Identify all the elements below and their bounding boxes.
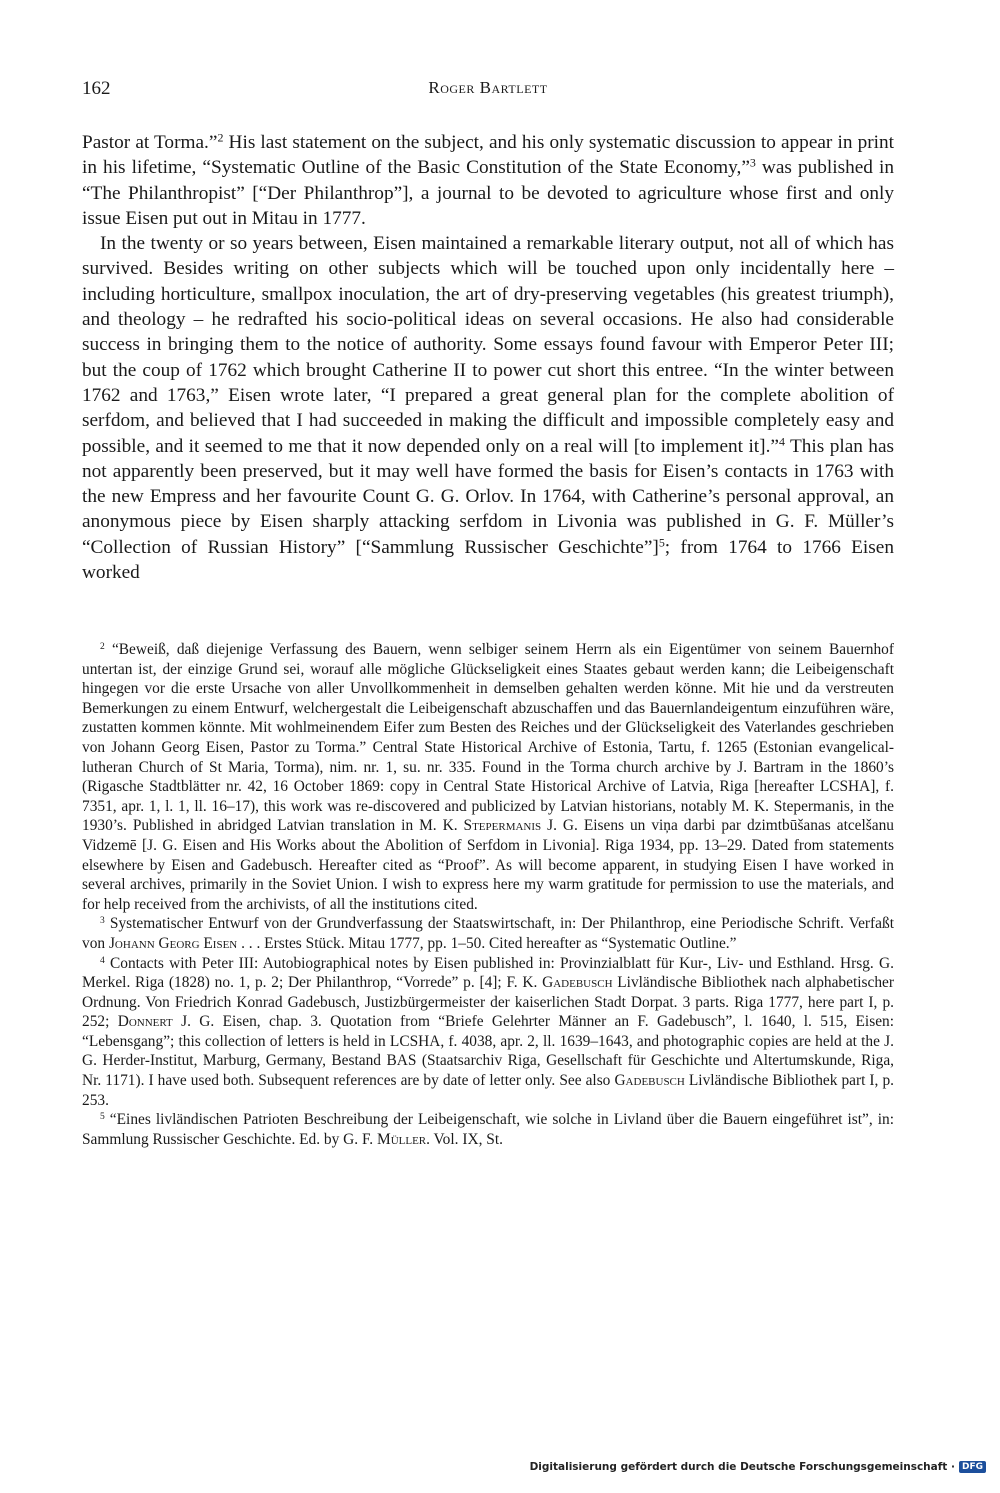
running-title: Roger Bartlett bbox=[428, 78, 548, 97]
credit-text: Digitalisierung gefördert durch die Deutsche Forschungsgemeinschaft · bbox=[529, 1461, 955, 1473]
footnote-3: $^3$ Systematischer Entwurf von der Grundverfassung der Staatswirtschaft, in: Der Philanthrop, eine Periodische Schrift. Verfaßt von Johann Georg Eisen . . . Erstes Stück. Mitau 1777, pp. 1–50. Cited hereafter as “Systematic Outline.” bbox=[82, 915, 894, 952]
footnotes bbox=[82, 640, 894, 1149]
dfg-logo-icon: DFG bbox=[959, 1461, 986, 1473]
dfg-credit bbox=[530, 1459, 986, 1475]
body-text bbox=[82, 130, 894, 585]
footnote-5: $^5$ “Eines livländischen Patrioten Beschreibung der Leibeigenschaft, wie solche in Livland über die Bauern eingeführet ist”, in: Sammlung Russischer Geschichte. Ed. by G. F. Müller. Vol. IX, St. bbox=[82, 1111, 894, 1148]
footnote-ref-2[interactable]: 2 bbox=[217, 130, 224, 145]
footnote-ref-5[interactable]: 5 bbox=[658, 535, 665, 550]
footnote-marker: 4 bbox=[100, 954, 105, 966]
footnote-marker: 3 bbox=[100, 915, 105, 927]
footnote-2: $^2$ “Beweiß, daß diejenige Verfassung des Bauern, wenn selbiger seinem Herrn als ein Eigentümer von seinem Bauernhof untertan ist, der einzige Grund sei, worauf alle mögliche Glückseligkeit eines Staates gebaut werden kann; die Leibeigenschaft hingegen vor die erste Ursache von aller Unvollkommenheit in demselben gehalten werden könne. Mit hie und da verstreuten Bemerkungen zu einem Entwurf, welchergestalt die Leibeigenschaft abzuschaffen und das Bauernlandeigentum einzuführen wäre, zustatten kommen könnte. Mit wohlmeinendem Eifer zum Besten des Reiches und der Glückseligkeit des Vaterlandes geschrieben von Johann Georg Eisen, Pastor zu Torma.” Central State Historical Archive of Estonia, Tartu, f. 1265 (Estonian evangelical-lutheran Church of St Maria, Torma), nim. nr. 1, su. nr. 335. Found in the Torma church archive by J. Bartram in the 1860’s (Rigasche Stadtblätter nr. 42, 16 October 1869: copy in Central State Historical Archive of Latvia, Riga [hereafter LCSHA], f. 7351, apr. 1, l. 1, ll. 16–17), this work was re-discovered and publicized by Latvian historians, notably M. K. Stepermanis, in the 1930’s. Published in abridged Latvian translation in M. K. Stepermanis J. G. Eisens un viņa darbi par dzimtbūšanas atcelšanu Vidzemē [J. G. Eisen and His Works about the Abolition of Serfdom in Livonia]. Riga 1934, pp. 13–29. Dated from statements elsewhere by Eisen and Gadebusch. Hereafter cited as “Proof”. As will become apparent, in studying Eisen I have worked in several archives, primarily in the Soviet Union. I wish to express here my warm gratitude for permission to use the materials, and for help received from the archivists, of all the institutions cited. bbox=[82, 640, 894, 913]
footnote-4: $^4$ Contacts with Peter III: Autobiographical notes by Eisen published in: Provinzialblatt für Kur-, Liv- und Esthland. Hrsg. G. Merkel. Riga (1828) no. 1, p. 2; Der Philanthrop, “Vorrede” p. [4]; F. K. Gadebusch Livländische Bibliothek nach alphabetischer Ordnung. Von Friedrich Konrad Gadebusch, Justizbürgermeister der kaiserlichen Stadt Dorpat. 3 parts. Riga 1777, here part I, p. 252; Donnert J. G. Eisen, chap. 3. Quotation from “Briefe Gelehrter Männer an F. Gadebusch”, l. 1640, l. 515, Eisen: “Lebensgang”; this collection of letters is held in LCSHA, f. 4038, apr. 2, ll. 1639–1643, and photographic copies are held at the J. G. Herder-Institut, Marburg, Germany, Bestand BAS (Staatsarchiv Riga, Gesellschaft für Geschichte und Altertumskunde, Riga, Nr. 1171). I have used both. Subsequent references are by date of letter only. See also Gadebusch Livländische Bibliothek part I, p. 253. bbox=[82, 954, 894, 1109]
footnote-ref-4[interactable]: 4 bbox=[778, 433, 785, 448]
footnote-ref-3[interactable]: 3 bbox=[749, 155, 756, 170]
paragraph-2: In the twenty or so years between, Eisen maintained a remarkable literary output, not all of which has survived. Besides writing on other subjects which will be touched upon only incidentally here – including horticulture, smallpox inoculation, the art of dry-preserving vegetables (his greatest triumph), and theology – he redrafted his socio-political ideas on several occasions. He also had considerable success in bringing them to the notice of authority. Some essays found favour with Emperor Peter III; but the coup of 1762 which brought Catherine II to power cut short this entree. “In the winter between 1762 and 1763,” Eisen wrote later, “I prepared a great general plan for the complete abolition of serfdom, and believed that I had succeeded in making the difficult and impossible completely easy and possible, and it seemed to me that it now depended only on a real will [to implement it].”$^4$ This plan has not apparently been preserved, but it may well have formed the basis for Eisen’s contacts in 1763 with the new Empress and her favourite Count G. G. Orlov. In 1764, with Catherine’s personal approval, an anonymous piece by Eisen sharply attacking serfdom in Livonia was published in G. F. Müller’s “Collection of Russian History” [“Sammlung Russischer Geschichte”]$^5$; from 1764 to 1766 Eisen worked bbox=[82, 233, 895, 584]
footnote-marker: 5 bbox=[100, 1111, 105, 1122]
running-head bbox=[82, 78, 894, 104]
paragraph-1: Pastor at Torma.”$^2$ His last statement on the subject, and his only systematic discussion to appear in print in his lifetime, “Systematic Outline of the Basic Constitution of the State Economy,”$^3$ was published in “The Philanthropist” [“Der Philanthrop”], a journal to be devoted to agriculture whose first and only issue Eisen put out in Mitau in 1777. bbox=[82, 130, 894, 229]
page-number: 162 bbox=[82, 78, 111, 99]
footnote-marker: 2 bbox=[100, 640, 105, 652]
